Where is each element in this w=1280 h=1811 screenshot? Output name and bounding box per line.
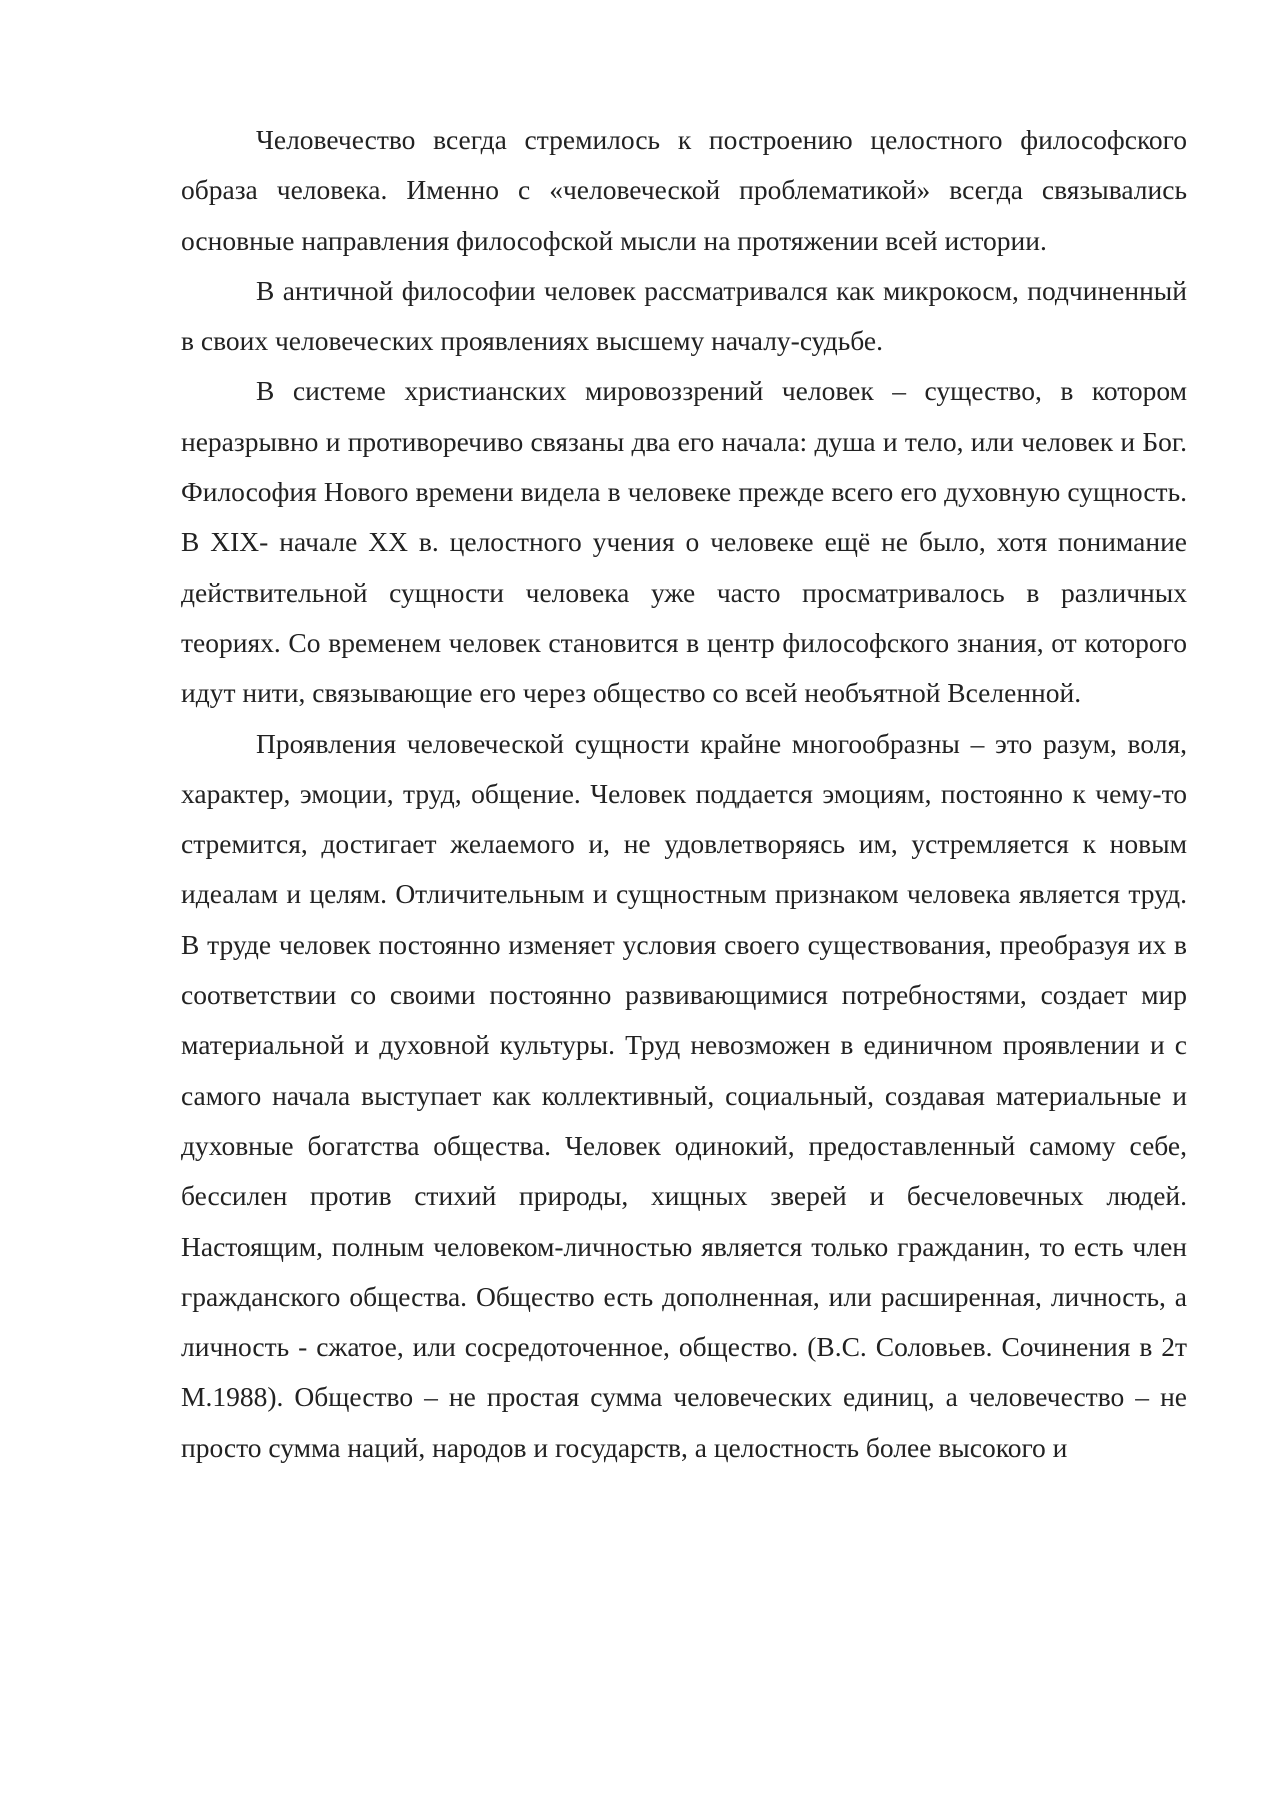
document-body <box>181 115 1187 1473</box>
paragraph-antique-philosophy: В античной философии человек рассматривался как микрокосм, подчиненный в своих человеческих проявлениях высшему началу-судьбе. <box>181 274 1187 357</box>
paragraph-humanity-philosophy: Человечество всегда стремилось к построению целостного философского образа человека. Именно с «человеческой проблематикой» всегда связывались основные направления философской мысли на протяжении всей истории. <box>181 124 1187 256</box>
paragraph-human-essence: Проявления человеческой сущности крайне многообразны – это разум, воля, характер, эмоции, труд, общение. Человек поддается эмоциям, постоянно к чему-то стремится, достигает желаемого и, не удовлетворяясь им, устремляется к новым идеалам и целям. Отличительным и сущностным признаком человека является труд. В труде человек постоянно изменяет условия своего существования, преобразуя их в соответствии со своими постоянно развивающимися потребностями, создает мир материальной и духовной культуры. Труд невозможен в единичном проявлении и с самого начала выступает как коллективный, социальный, создавая материальные и духовные богатства общества. Человек одинокий, предоставленный самому себе, бессилен против стихий природы, хищных зверей и бесчеловечных людей. Настоящим, полным человеком-личностью является только гражданин, то есть член гражданского общества. Общество есть дополненная, или расширенная, личность, а личность - сжатое, или сосредоточенное, общество. (В.С. Соловьев. Сочинения в 2т М.1988). Общество – не простая сумма человеческих единиц, а человечество – не просто сумма наций, народов и государств, а целостность более высокого и <box>181 727 1187 1463</box>
paragraph-christian-worldview: В системе христианских мировоззрений человек – существо, в котором неразрывно и противоречиво связаны два его начала: душа и тело, или человек и Бог. Философия Нового времени видела в человеке прежде всего его духовную сущность. В XIX- начале XX в. целостного учения о человеке ещё не было, хотя понимание действительной сущности человека уже часто просматривалось в различных теориях. Со временем человек становится в центр философского знания, от которого идут нити, связывающие его через общество со всей необъятной Вселенной. <box>181 375 1187 709</box>
